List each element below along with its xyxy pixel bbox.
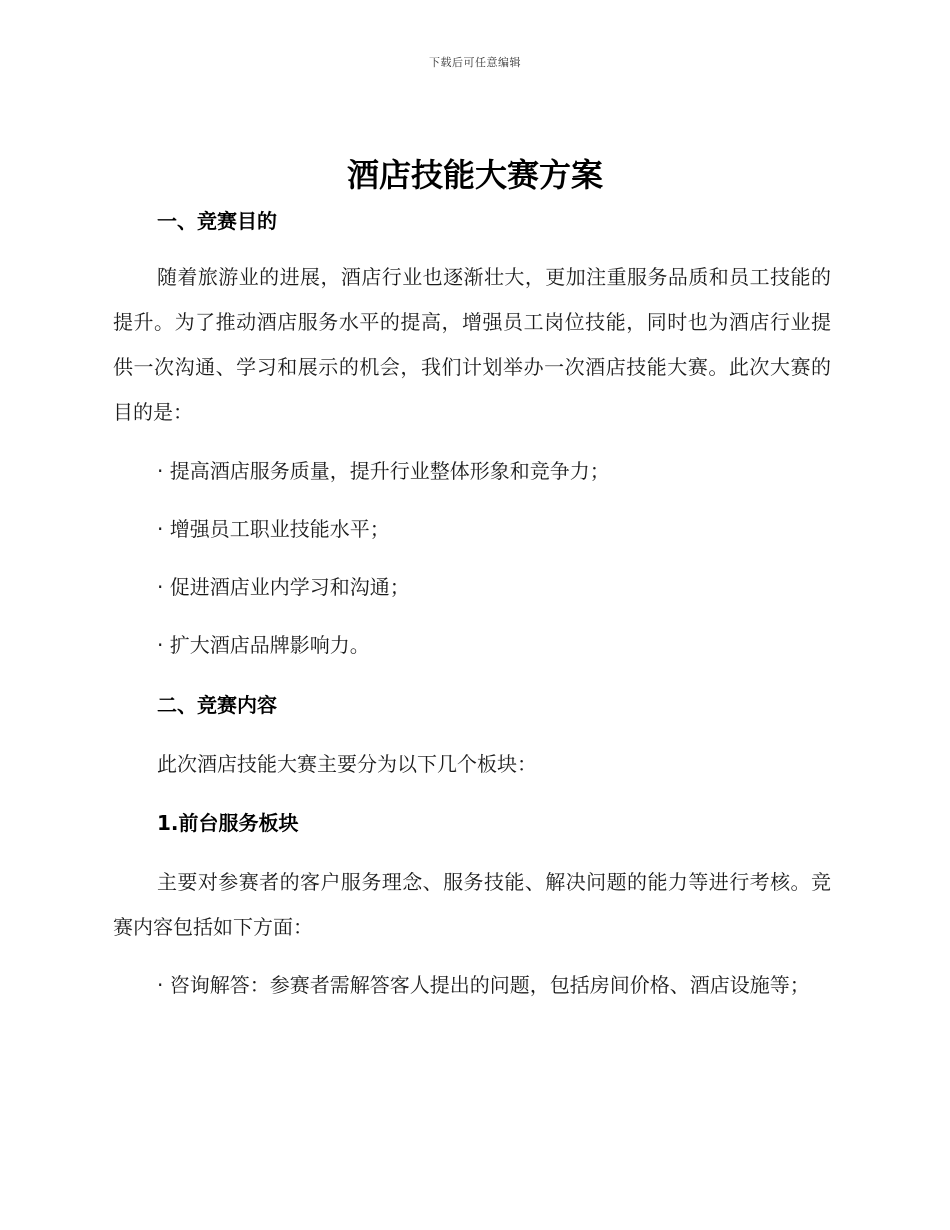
section-heading-content: 二、竞赛内容 [157,693,277,717]
header-note: 下载后可任意编辑 [429,56,521,69]
paragraph-front-desk: 主要对参赛者的客户服务理念、服务技能、解决问题的能力等进行考核。竞赛内容包括如下方面： [113,870,831,939]
document-title: 酒店技能大赛方案 [346,156,603,194]
section-heading-purpose: 一、竞赛目的 [157,209,277,233]
paragraph-purpose: 随着旅游业的进展，酒店行业也逐渐壮大，更加注重服务品质和员工技能的提升。为了推动酒店服务水平的提高，增强员工岗位技能，同时也为酒店行业提供一次沟通、学习和展示的机会，我们计划举办一次酒店技能大赛。此次大赛的目的是： [113,265,831,424]
bullet-item: · 提高酒店服务质量，提升行业整体形象和竞争力； [157,459,610,483]
document-body [113,205,831,1008]
paragraph-content-intro: 此次酒店技能大赛主要分为以下几个板块： [157,752,537,776]
bullet-item: · 增强员工职业技能水平； [157,517,390,541]
bullet-item: · 促进酒店业内学习和沟通； [157,575,410,599]
bullet-item: · 扩大酒店品牌影响力。 [157,633,370,657]
bullet-item: · 咨询解答：参赛者需解答客人提出的问题，包括房间价格、酒店设施等； [157,973,810,997]
subsection-heading-front-desk: 1.前台服务板块 [157,811,299,835]
